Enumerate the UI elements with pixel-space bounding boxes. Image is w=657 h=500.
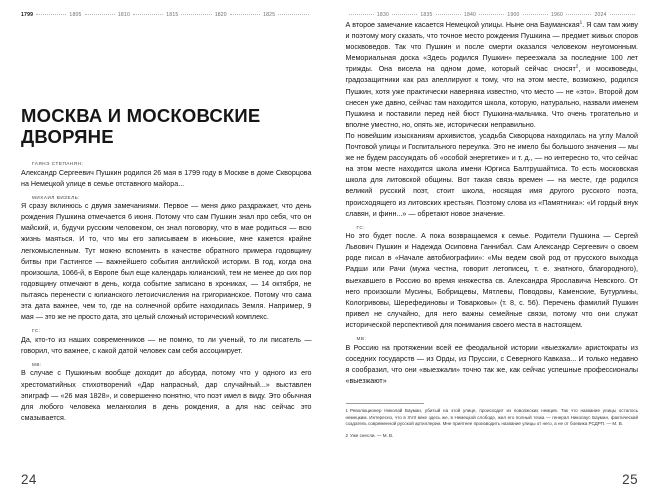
timeline-mark: 1840: [463, 11, 477, 18]
footnote-rule: [346, 403, 424, 404]
paragraph-with-footnote-refs: [346, 20, 639, 131]
right-page: [329, 0, 657, 500]
timeline-mark: 1900: [507, 11, 520, 18]
timeline-dots: [36, 14, 66, 16]
page-title: МОСКВА И МОСКОВСКИЕ ДВОРЯНЕ: [21, 105, 261, 147]
timeline-right: [346, 9, 639, 20]
page-number-right: 25: [622, 472, 638, 487]
paragraph-text-segment: . Я сам там живу и поэтому могу сказать, что точное место рождения Пушкина — предмет живых споров москвоведов. Так что Пушкин и после смерти оказался человеком неугомонным. Мемориальная доска «Здесь родился Пушкин» переезжала за последние 100 лет трижды. Она висела на одном доме, который сейчас сносят: [345, 21, 638, 74]
dialogue-block: [346, 336, 639, 387]
speaker-label: ГС:: [356, 224, 366, 230]
timeline-dots: [479, 14, 504, 16]
timeline-mark: 1805: [69, 11, 82, 18]
dialogue-block: [346, 225, 639, 331]
paragraph-text-segment: , и москвоведы, градозащитники как раз апеллируют к тому, что на этом месте, возможно, родился Пушкин, хотя уже практически наверняка известно, что место — не «это». Второй дом снесен уже давно, сейчас там находится школа, которую, натурально, назвали именем Пушкина и поставили перед ней бюст Пушкина-мальчика. Что очень трогательно и вполне уместно, но, опять же, исторически неправильно.: [345, 65, 638, 129]
speaker-label: ГАЯНЭ СТЕПАНЯН:: [32, 161, 84, 166]
timeline-mark: 1825: [263, 11, 276, 18]
paragraph: Александр Сергеевич Пушкин родился 26 мая в 1799 году в Москве в доме Скворцова на Немецкой улице в семье отставного майора...: [21, 168, 312, 188]
footnote-number: 2: [345, 432, 349, 438]
speaker-label: МИХАИЛ ВИЗЕЛЬ:: [32, 194, 81, 200]
timeline-mark: 2024: [594, 11, 607, 18]
footnote-item: [346, 408, 639, 427]
paragraph: Да, кто-то из наших современников — не помню, то ли ученый, то ли писатель — говорил, что важнее, с какой датой человек сам себя ассоциирует.: [21, 335, 312, 355]
dialogue-block: [21, 362, 312, 424]
paragraph: Но это будет после. А пока возвращаемся к семье. Родители Пушкина — Сергей Львович Пушкин и Надежда Осиповна Ганнибал. Сам Александр Сергеевич о своем роде писал в «Начале автобиографии»: «Мы ведем свой род от прусского выходца Радши или Рачи (мужа честна, говорит летописец, т. е. знатного, благородного), выехавшего в Россию во время княжества св. Александра Ярославича Невского. От него произошли Мусины, Бобрищевы, Мятлевы, Поводовы, Каменские, Бутурлины, Кологривовы, Шерефединовы и Товарковы» (т. 8, с. 56). Перечень фамилий Пушкин привел не случайно, для него важны семейные связи, потому что они служат исторической перспективой для понимания своего места в настоящем.: [345, 232, 638, 329]
footnote-number: 1: [345, 408, 349, 414]
timeline-left: [21, 9, 312, 20]
footnote-text: Революционер Николай Бауман, убитый на этой улице, происходит из поволжских немцев. Так что название улицы осталось немецким. Интересно, что в XVII веке здесь же, в Немецкой слободе, жил его полный тезка — генерал Николаус Бауман, фактический создатель современной русской артиллерии. Мне приятнее производить название улицы от него, а не от боевика РСДРП. — М. В.: [345, 408, 638, 427]
timeline-mark: 1960: [550, 11, 564, 18]
footnotes-area: [346, 403, 639, 444]
paragraph: В случае с Пушкиным вообще доходит до абсурда, потому что у одного из его хрестоматийных стихотворений «Дар напрасный, дар случайный...» выставлен эпиграф — «26 мая 1828», и совершенно понятно, что поэт имел в виду. Это обычная для любого человека меланхолия в день рождения, а для нас сейчас это смазывается.: [21, 369, 312, 422]
timeline-dots: [278, 14, 308, 16]
timeline-mark: 1835: [420, 11, 433, 18]
speaker-label: МВ:: [32, 361, 42, 367]
timeline-dots: [610, 14, 635, 16]
timeline-mark: 1820: [214, 11, 227, 18]
paragraph: Я сразу вклинюсь с двумя замечаниями. Первое — меня дико раздражает, что день рождения Пушкина отмечается 6 июня. Потому что сам Пушкин знал про себя, что он майский, и, будучи русским человеком, он знал поговорку, что в мае родиться — всю жизнь маяться. И то, что мы его записываем в июньские, мне кажется крайне легкомысленным. Тут можно вспомнить в качестве обратного примера годовщину битвы при Гастингсе — важнейшего события английской истории. В год, когда она произошла, 1066-й, в Европе был еще календарь юлианский, тем не менее до сих пор годовщину отмечают в день, когда событие записано в хрониках, — 14 октября, не пытаясь перенести с юлианского летоисчисления на григорианское. Потому что сама эта дата важнее, чем то, где на солнечной орбите находилась Земля. Например, 9 мая — это же не просто дата, это целый сложный исторический комплекс.: [21, 202, 312, 322]
timeline-dots: [523, 14, 548, 16]
timeline-dots: [349, 14, 374, 16]
timeline-mark: 1815: [166, 11, 179, 18]
timeline-dots: [436, 14, 461, 16]
footnote-ref[interactable]: 1: [579, 19, 583, 25]
speaker-label: ГС:: [32, 328, 41, 334]
timeline-dots: [566, 14, 591, 16]
footnote-ref[interactable]: 2: [575, 64, 579, 69]
speaker-label: МВ:: [356, 336, 367, 342]
dialogue-block: [21, 161, 312, 190]
dialogue-block: [21, 328, 312, 357]
timeline-dots: [133, 14, 163, 16]
timeline-dots: [392, 14, 417, 16]
timeline-dots: [230, 14, 260, 16]
footnote-text: Уже снесли. — М. В.: [350, 432, 394, 438]
paragraph: В Россию на протяжении всей ее феодальной истории «выезжали» аристократы из соседних государств — из Орды, из Пруссии, с Северного Кавказа... И только недавно я сообразил, что они «выезжали» точно так же, как сейчас успешные профессионалы «выезжают»: [345, 343, 638, 385]
footnote-item: [346, 433, 639, 439]
timeline-mark: 1799: [21, 11, 34, 18]
paragraph: По новейшим изысканиям архивистов, усадьба Скворцова находилась на углу Малой Почтовой улицы и Госпитального переулка. Это не имело бы большого значения — мы же не будем рассуждать об «особой энергетике» и т. д., — но интересно то, что сейчас на этом месте находится школа имени Юргиса Балтрушайтиса. То есть московская школа для литовской общины. Вот такая связь времен — на месте, где родился великий русский поэт, стоит школа, носящая имя другого русского поэта, происходящего из литовских крестьян. Поэтому слова из «Памятника»: «И гордый внук славян, и финн...» — обретают новое значение.: [345, 131, 638, 218]
page-number-left: 24: [21, 472, 37, 487]
paragraph-text-segment: А второе замечание касается Немецкой улицы. Ныне она Бауманская: [345, 21, 580, 29]
timeline-dots: [85, 14, 115, 16]
dialogue-block: [21, 195, 312, 324]
timeline-mark: 1830: [376, 11, 390, 18]
timeline-dots: [181, 14, 211, 16]
timeline-mark: 1810: [117, 11, 130, 18]
